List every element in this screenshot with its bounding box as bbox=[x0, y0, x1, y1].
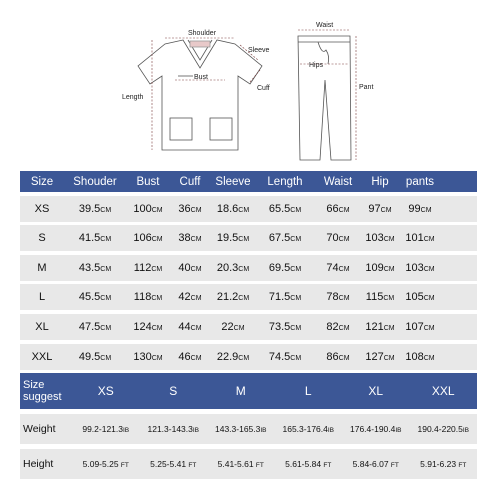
size-cell: S bbox=[38, 232, 46, 245]
measurement-value: 66 bbox=[326, 202, 339, 215]
measurement-value: 112 bbox=[133, 261, 152, 274]
measurement-cell bbox=[170, 291, 210, 303]
measurement-value: 73.5 bbox=[268, 320, 291, 333]
header-waist: Waist bbox=[323, 175, 353, 188]
bust-label: Bust bbox=[194, 74, 209, 81]
table-row bbox=[20, 344, 477, 370]
measurement-value: 22 bbox=[221, 320, 234, 333]
header-sleeve: Sleeve bbox=[215, 175, 251, 188]
unit-label: FT bbox=[390, 462, 399, 469]
measurement-value: 108 bbox=[405, 350, 424, 363]
pants-outline bbox=[298, 36, 351, 160]
measurement-value: 103 bbox=[365, 232, 384, 245]
height-range bbox=[410, 459, 478, 469]
measurement-cell bbox=[64, 351, 126, 363]
unit-label: CM bbox=[190, 206, 202, 214]
range-value: 190.4-220.5 bbox=[417, 424, 463, 434]
header-pants: pants bbox=[405, 175, 435, 188]
measurement-value: 49.5 bbox=[78, 350, 101, 363]
unit-label: CM bbox=[423, 324, 435, 332]
unit-label: CM bbox=[338, 295, 350, 303]
unit-label: CM bbox=[290, 236, 302, 244]
measurement-value: 124 bbox=[133, 320, 152, 333]
unit-label: CM bbox=[100, 324, 112, 332]
measurement-value: 127 bbox=[365, 350, 384, 363]
unit-label: CM bbox=[238, 265, 250, 273]
unit-label: CM bbox=[190, 265, 202, 273]
unit-label: CM bbox=[383, 354, 395, 362]
measurement-cell bbox=[362, 232, 398, 244]
measurement-cell bbox=[362, 321, 398, 333]
shirt-outline bbox=[138, 40, 262, 150]
measurement-value: 65.5 bbox=[268, 202, 291, 215]
unit-label: IB bbox=[123, 427, 130, 434]
measurement-cell bbox=[210, 351, 256, 363]
table-row bbox=[20, 314, 477, 340]
measurement-cell bbox=[256, 232, 314, 244]
height-row bbox=[20, 449, 477, 479]
unit-label: FT bbox=[120, 462, 129, 469]
measurement-cell bbox=[170, 321, 210, 333]
measurement-value: 130 bbox=[133, 350, 152, 363]
size-cell: M bbox=[37, 261, 47, 274]
measurement-value: 47.5 bbox=[78, 320, 101, 333]
unit-label: CM bbox=[100, 295, 112, 303]
unit-label: CM bbox=[190, 295, 202, 303]
length-label: Length bbox=[122, 94, 144, 101]
measurement-cell bbox=[126, 262, 170, 274]
measurement-cell bbox=[314, 262, 362, 274]
unit-label: CM bbox=[423, 265, 435, 273]
measurement-value: 107 bbox=[405, 320, 424, 333]
unit-label: FT bbox=[255, 462, 264, 469]
unit-label: CM bbox=[423, 236, 435, 244]
measurement-cell bbox=[126, 291, 170, 303]
measurement-value: 106 bbox=[133, 232, 152, 245]
header-bust: Bust bbox=[136, 175, 160, 188]
unit-label: IB bbox=[462, 427, 470, 434]
unit-label: CM bbox=[290, 324, 302, 332]
measurement-value: 99 bbox=[408, 202, 421, 215]
unit-label: CM bbox=[100, 236, 112, 244]
measurement-cell bbox=[256, 291, 314, 303]
left-pocket bbox=[170, 118, 192, 140]
measurement-cell bbox=[64, 291, 126, 303]
height-range bbox=[275, 459, 343, 469]
unit-label: FT bbox=[458, 462, 467, 469]
unit-label: CM bbox=[338, 206, 350, 214]
measurement-cell bbox=[170, 232, 210, 244]
measurement-value: 22.9 bbox=[216, 350, 239, 363]
measurement-cell bbox=[170, 262, 210, 274]
unit-label: CM bbox=[100, 354, 112, 362]
measurement-cell bbox=[126, 321, 170, 333]
unit-label: CM bbox=[190, 324, 202, 332]
unit-label: CM bbox=[290, 265, 302, 273]
measurement-cell bbox=[170, 351, 210, 363]
right-pocket bbox=[210, 118, 232, 140]
measurement-cell bbox=[362, 291, 398, 303]
size-cell: XS bbox=[34, 202, 50, 215]
measurement-value: 21.2 bbox=[216, 291, 239, 304]
unit-label: CM bbox=[100, 206, 112, 214]
cuff-label: Cuff bbox=[257, 85, 270, 92]
table-row bbox=[20, 196, 477, 222]
measurement-value: 109 bbox=[365, 261, 384, 274]
unit-label: CM bbox=[151, 295, 163, 303]
measurement-cell bbox=[64, 321, 126, 333]
size-suggest-label: Size suggest bbox=[23, 379, 62, 403]
measurement-value: 39.5 bbox=[78, 202, 101, 215]
measurement-cell bbox=[256, 321, 314, 333]
table-row bbox=[20, 255, 477, 281]
unit-label: CM bbox=[190, 236, 202, 244]
unit-label: FT bbox=[188, 462, 197, 469]
unit-label: CM bbox=[420, 206, 432, 214]
suggest-size: XL bbox=[368, 384, 384, 398]
weight-range bbox=[275, 424, 343, 434]
unit-label: CM bbox=[338, 324, 350, 332]
measurement-value: 69.5 bbox=[268, 261, 291, 274]
unit-label: IB bbox=[192, 427, 200, 434]
measurement-cell bbox=[210, 291, 256, 303]
weight-range bbox=[342, 424, 410, 434]
size-suggest-table bbox=[20, 373, 477, 479]
measurement-value: 97 bbox=[368, 202, 381, 215]
range-value: 176.4-190.4 bbox=[349, 424, 396, 434]
unit-label: CM bbox=[338, 354, 350, 362]
size-chart-header bbox=[20, 171, 477, 192]
measurement-cell bbox=[256, 351, 314, 363]
unit-label: CM bbox=[383, 295, 395, 303]
measurement-cell bbox=[210, 262, 256, 274]
weight-range bbox=[410, 424, 478, 434]
unit-label: CM bbox=[423, 354, 435, 362]
unit-label: CM bbox=[238, 354, 250, 362]
unit-label: IB bbox=[395, 427, 402, 434]
measurement-value: 42 bbox=[178, 291, 191, 304]
unit-label: CM bbox=[151, 236, 163, 244]
header-length: Length bbox=[267, 175, 303, 188]
range-value: 121.3-143.3 bbox=[147, 424, 193, 434]
unit-label: CM bbox=[383, 265, 395, 273]
weight-range bbox=[72, 424, 140, 434]
measurement-cell bbox=[170, 203, 210, 215]
measurement-value: 118 bbox=[133, 291, 152, 304]
measurement-cell bbox=[210, 203, 256, 215]
measurement-value: 45.5 bbox=[78, 291, 101, 304]
shoulder-label: Shoulder bbox=[188, 30, 217, 37]
table-row bbox=[20, 225, 477, 251]
range-value: 143.3-165.3 bbox=[214, 424, 261, 434]
unit-label: CM bbox=[238, 206, 250, 214]
unit-label: CM bbox=[233, 324, 245, 332]
measurement-cell bbox=[126, 203, 170, 215]
measurement-cell bbox=[314, 203, 362, 215]
range-value: 5.84-6.07 bbox=[352, 459, 389, 469]
measurement-value: 101 bbox=[405, 232, 424, 245]
height-range bbox=[207, 459, 275, 469]
measurement-value: 70 bbox=[326, 232, 339, 245]
range-value: 5.25-5.41 bbox=[150, 459, 187, 469]
measurement-cell bbox=[362, 262, 398, 274]
unit-label: CM bbox=[190, 354, 202, 362]
unit-label: CM bbox=[383, 324, 395, 332]
range-value: 5.61-5.84 bbox=[285, 459, 322, 469]
unit-label: CM bbox=[238, 236, 250, 244]
unit-label: CM bbox=[290, 206, 302, 214]
measurement-cell bbox=[256, 262, 314, 274]
measurement-value: 18.6 bbox=[216, 202, 239, 215]
header-shoulder: Shouder bbox=[73, 175, 117, 188]
unit-label: CM bbox=[151, 206, 163, 214]
weight-range bbox=[140, 424, 208, 434]
measurement-cell bbox=[64, 232, 126, 244]
suggest-size: M bbox=[235, 384, 246, 398]
measurement-cell bbox=[126, 232, 170, 244]
unit-label: CM bbox=[100, 265, 112, 273]
height-range bbox=[342, 459, 410, 469]
measurement-value: 78 bbox=[326, 291, 339, 304]
weight-range bbox=[207, 424, 275, 434]
weight-row bbox=[20, 414, 477, 444]
range-value: 5.41-5.61 bbox=[217, 459, 254, 469]
height-range bbox=[72, 459, 140, 469]
unit-label: CM bbox=[151, 324, 163, 332]
measurement-cell bbox=[314, 351, 362, 363]
range-value: 5.91-6.23 bbox=[420, 459, 457, 469]
header-cuff: Cuff bbox=[179, 175, 201, 188]
unit-label: CM bbox=[151, 354, 163, 362]
weight-label: Weight bbox=[23, 423, 56, 435]
measurement-value: 103 bbox=[405, 261, 424, 274]
measurement-value: 74 bbox=[326, 261, 339, 274]
suggest-size: XS bbox=[97, 384, 114, 398]
measurement-cell bbox=[210, 321, 256, 333]
measurement-value: 71.5 bbox=[268, 291, 291, 304]
range-value: 165.3-176.4 bbox=[282, 424, 328, 434]
size-cell: XL bbox=[35, 320, 49, 333]
pant-label: Pant bbox=[359, 84, 374, 91]
measurement-value: 40 bbox=[178, 261, 191, 274]
measurement-value: 115 bbox=[365, 291, 384, 304]
unit-label: CM bbox=[290, 354, 302, 362]
measurement-cell bbox=[362, 351, 398, 363]
unit-label: CM bbox=[151, 265, 163, 273]
measurement-value: 46 bbox=[178, 350, 191, 363]
measurement-value: 44 bbox=[178, 320, 191, 333]
measurement-value: 67.5 bbox=[268, 232, 291, 245]
suggest-size: S bbox=[169, 384, 178, 398]
table-row bbox=[20, 284, 477, 310]
unit-label: IB bbox=[327, 427, 335, 434]
measurement-cell bbox=[398, 262, 442, 274]
measurement-value: 100 bbox=[133, 202, 152, 215]
unit-label: CM bbox=[380, 206, 392, 214]
sleeve-label: Sleeve bbox=[248, 47, 270, 54]
garment-diagram bbox=[0, 0, 499, 170]
measurement-cell bbox=[398, 321, 442, 333]
measurement-cell bbox=[362, 203, 398, 215]
measurement-value: 121 bbox=[365, 320, 384, 333]
measurement-cell bbox=[126, 351, 170, 363]
measurement-value: 38 bbox=[178, 232, 191, 245]
measurement-cell bbox=[398, 291, 442, 303]
unit-label: CM bbox=[338, 265, 350, 273]
measurement-cell bbox=[314, 321, 362, 333]
waist-label: Waist bbox=[316, 22, 334, 29]
hips-label: Hips bbox=[309, 62, 324, 69]
measurement-cell bbox=[314, 232, 362, 244]
measurement-value: 43.5 bbox=[78, 261, 101, 274]
measurement-value: 36 bbox=[178, 202, 191, 215]
size-suggest-header bbox=[20, 373, 477, 409]
suggest-size: L bbox=[304, 384, 312, 398]
measurement-cell bbox=[256, 203, 314, 215]
unit-label: CM bbox=[290, 295, 302, 303]
header-size: Size bbox=[30, 175, 54, 188]
size-cell: L bbox=[38, 291, 46, 304]
unit-label: CM bbox=[383, 236, 395, 244]
measurement-value: 86 bbox=[326, 350, 339, 363]
measurement-value: 19.5 bbox=[216, 232, 239, 245]
unit-label: CM bbox=[338, 236, 350, 244]
unit-label: CM bbox=[423, 295, 435, 303]
measurement-cell bbox=[64, 203, 126, 215]
range-value: 5.09-5.25 bbox=[82, 459, 119, 469]
measurement-value: 41.5 bbox=[78, 232, 101, 245]
measurement-cell bbox=[210, 232, 256, 244]
measurement-cell bbox=[398, 203, 442, 215]
measurement-value: 20.3 bbox=[216, 261, 239, 274]
measurement-cell bbox=[64, 262, 126, 274]
height-range bbox=[140, 459, 208, 469]
unit-label: IB bbox=[260, 427, 267, 434]
suggest-size: XXL bbox=[431, 384, 455, 398]
measurement-value: 74.5 bbox=[268, 350, 291, 363]
unit-label: FT bbox=[323, 462, 332, 469]
range-value: 99.2-121.3 bbox=[82, 424, 123, 434]
measurement-cell bbox=[398, 232, 442, 244]
unit-label: CM bbox=[238, 295, 250, 303]
measurement-value: 82 bbox=[326, 320, 339, 333]
size-cell: XXL bbox=[31, 350, 53, 363]
measurement-cell bbox=[314, 291, 362, 303]
measurement-cell bbox=[398, 351, 442, 363]
size-chart-table bbox=[20, 171, 477, 370]
measurement-value: 105 bbox=[405, 291, 424, 304]
header-hip: Hip bbox=[371, 175, 389, 188]
height-label: Height bbox=[23, 458, 54, 470]
